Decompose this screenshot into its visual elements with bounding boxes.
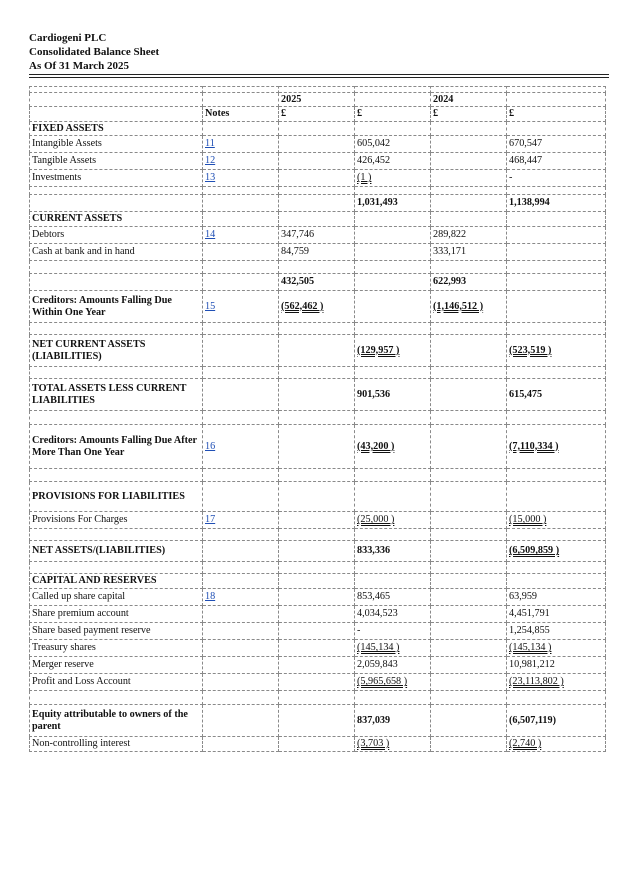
spacer-row bbox=[30, 261, 606, 274]
row-label: Share based payment reserve bbox=[30, 623, 203, 640]
creditors-after-2025: (43,200 ) bbox=[357, 440, 395, 452]
year-2025-label: 2025 bbox=[279, 93, 355, 107]
equity-2025: 837,039 bbox=[355, 705, 431, 737]
spacer-row bbox=[30, 529, 606, 541]
row-label: Intangible Assets bbox=[30, 136, 203, 153]
value-2025: (145,134 ) bbox=[357, 642, 400, 654]
note-link[interactable]: 13 bbox=[205, 172, 216, 184]
creditors-within-2024: (1,146,512 ) bbox=[433, 300, 484, 312]
table-row bbox=[30, 227, 606, 244]
balance-sheet-table bbox=[29, 86, 606, 752]
provisions-heading: PROVISIONS FOR LIABILITIES bbox=[30, 482, 203, 512]
note-link[interactable]: 18 bbox=[205, 591, 216, 603]
creditors-after-2024: (7,110,334 ) bbox=[509, 440, 559, 452]
table-row bbox=[30, 606, 606, 623]
row-label: Merger reserve bbox=[30, 657, 203, 674]
creditors-within-label: Creditors: Amounts Falling Due Within One Year bbox=[30, 291, 203, 323]
value-2024: 63,959 bbox=[507, 589, 606, 606]
net-assets-2025: 833,336 bbox=[355, 541, 431, 562]
net-assets-2024: (6,509,859 ) bbox=[509, 545, 560, 557]
current-assets-heading-row bbox=[30, 212, 606, 227]
spacer-row bbox=[30, 691, 606, 705]
value-2025: 4,034,523 bbox=[355, 606, 431, 623]
row-label: Treasury shares bbox=[30, 640, 203, 657]
provisions-heading-row bbox=[30, 482, 606, 512]
total-assets-less-row bbox=[30, 379, 606, 411]
table-row bbox=[30, 623, 606, 640]
row-label: Investments bbox=[30, 170, 203, 187]
fixed-assets-total-row bbox=[30, 195, 606, 212]
spacer-row bbox=[30, 367, 606, 379]
currency-header-row bbox=[30, 107, 606, 122]
note-link[interactable]: 11 bbox=[205, 138, 215, 150]
note-link[interactable]: 16 bbox=[205, 440, 216, 452]
row-label: Cash at bank and in hand bbox=[30, 244, 203, 261]
nci-label: Non-controlling interest bbox=[30, 737, 203, 752]
provisions-label: Provisions For Charges bbox=[30, 512, 203, 529]
year-2024-label: 2024 bbox=[431, 93, 507, 107]
equity-label: Equity attributable to owners of the parent bbox=[30, 705, 203, 737]
net-assets-label: NET ASSETS/(LIABILITIES) bbox=[30, 541, 203, 562]
value-2024: (145,134 ) bbox=[509, 642, 552, 654]
value-2024: 1,254,855 bbox=[507, 623, 606, 640]
header-rule-top bbox=[29, 74, 609, 75]
spacer-row bbox=[30, 187, 606, 195]
total-assets-less-2024: 615,475 bbox=[507, 379, 606, 411]
value-2024: 333,171 bbox=[431, 244, 507, 261]
table-row bbox=[30, 136, 606, 153]
value-2024: - bbox=[507, 170, 606, 187]
company-name: Cardiogeni PLC bbox=[29, 32, 107, 44]
table-row bbox=[30, 244, 606, 261]
row-label: Called up share capital bbox=[30, 589, 203, 606]
currency-2025-a: £ bbox=[279, 107, 355, 122]
creditors-after-label: Creditors: Amounts Falling Due After More Than One Year bbox=[30, 425, 203, 469]
value-2025: 2,059,843 bbox=[355, 657, 431, 674]
creditors-within-2025: (562,462 ) bbox=[281, 300, 324, 312]
fixed-assets-heading-row bbox=[30, 122, 606, 136]
net-current-assets-2025: (129,957 ) bbox=[357, 344, 400, 356]
total-assets-less-label: TOTAL ASSETS LESS CURRENT LIABILITIES bbox=[30, 379, 203, 411]
fixed-assets-heading: FIXED ASSETS bbox=[30, 122, 203, 136]
provisions-2025: (25,000 ) bbox=[357, 514, 395, 526]
net-current-assets-2024: (523,519 ) bbox=[509, 344, 552, 356]
value-2025: 347,746 bbox=[279, 227, 355, 244]
current-assets-total-row bbox=[30, 274, 606, 291]
current-assets-heading: CURRENT ASSETS bbox=[30, 212, 203, 227]
table-row bbox=[30, 640, 606, 657]
equity-2024: (6,507,119) bbox=[507, 705, 606, 737]
provisions-row bbox=[30, 512, 606, 529]
value-2024: 468,447 bbox=[507, 153, 606, 170]
value-2025: 426,452 bbox=[355, 153, 431, 170]
net-assets-row bbox=[30, 541, 606, 562]
value-2024: 4,451,791 bbox=[507, 606, 606, 623]
spacer-row bbox=[30, 469, 606, 482]
header-rule-bottom bbox=[29, 77, 609, 78]
year-header-row bbox=[30, 93, 606, 107]
table-row bbox=[30, 657, 606, 674]
currency-2024-b: £ bbox=[507, 107, 606, 122]
equity-row bbox=[30, 705, 606, 737]
statement-header bbox=[29, 31, 609, 73]
nci-2024: (2,740 ) bbox=[509, 738, 542, 750]
row-label: Tangible Assets bbox=[30, 153, 203, 170]
fixed-assets-total-2025: 1,031,493 bbox=[355, 195, 431, 212]
note-link[interactable]: 12 bbox=[205, 155, 216, 167]
provisions-2024: (15,000 ) bbox=[509, 514, 547, 526]
value-2024: (23,113,802 ) bbox=[509, 676, 564, 688]
currency-2025-b: £ bbox=[355, 107, 431, 122]
capital-heading: CAPITAL AND RESERVES bbox=[30, 574, 203, 589]
creditors-within-row bbox=[30, 291, 606, 323]
creditors-after-row bbox=[30, 425, 606, 469]
value-2025: 853,465 bbox=[355, 589, 431, 606]
table-row bbox=[30, 589, 606, 606]
statement-title: Consolidated Balance Sheet bbox=[29, 46, 160, 58]
note-link[interactable]: 14 bbox=[205, 229, 216, 241]
table-row bbox=[30, 153, 606, 170]
fixed-assets-total-2024: 1,138,994 bbox=[507, 195, 606, 212]
notes-column-header: Notes bbox=[203, 107, 279, 122]
row-label: Profit and Loss Account bbox=[30, 674, 203, 691]
value-2025: (1 ) bbox=[357, 172, 372, 184]
current-assets-total-2025: 432,505 bbox=[279, 274, 355, 291]
value-2025: 84,759 bbox=[279, 244, 355, 261]
statement-date: As Of 31 March 2025 bbox=[29, 60, 130, 72]
currency-2024-a: £ bbox=[431, 107, 507, 122]
current-assets-total-2024: 622,993 bbox=[431, 274, 507, 291]
row-label: Debtors bbox=[30, 227, 203, 244]
table-row bbox=[30, 674, 606, 691]
spacer-row bbox=[30, 411, 606, 425]
value-2024: 10,981,212 bbox=[507, 657, 606, 674]
note-link[interactable]: 15 bbox=[205, 300, 216, 312]
note-link[interactable]: 17 bbox=[205, 514, 216, 526]
value-2025: (5,965,658 ) bbox=[357, 676, 408, 688]
net-current-assets-row bbox=[30, 335, 606, 367]
row-label: Share premium account bbox=[30, 606, 203, 623]
value-2025: 605,042 bbox=[355, 136, 431, 153]
spacer-row bbox=[30, 323, 606, 335]
spacer-row bbox=[30, 562, 606, 574]
total-assets-less-2025: 901,536 bbox=[355, 379, 431, 411]
value-2024: 289,822 bbox=[431, 227, 507, 244]
value-2024: 670,547 bbox=[507, 136, 606, 153]
nci-row bbox=[30, 737, 606, 752]
capital-heading-row bbox=[30, 574, 606, 589]
net-current-assets-label: NET CURRENT ASSETS (LIABILITIES) bbox=[30, 335, 203, 367]
table-row bbox=[30, 170, 606, 187]
nci-2025: (3,703 ) bbox=[357, 738, 390, 750]
value-2025: - bbox=[355, 623, 431, 640]
